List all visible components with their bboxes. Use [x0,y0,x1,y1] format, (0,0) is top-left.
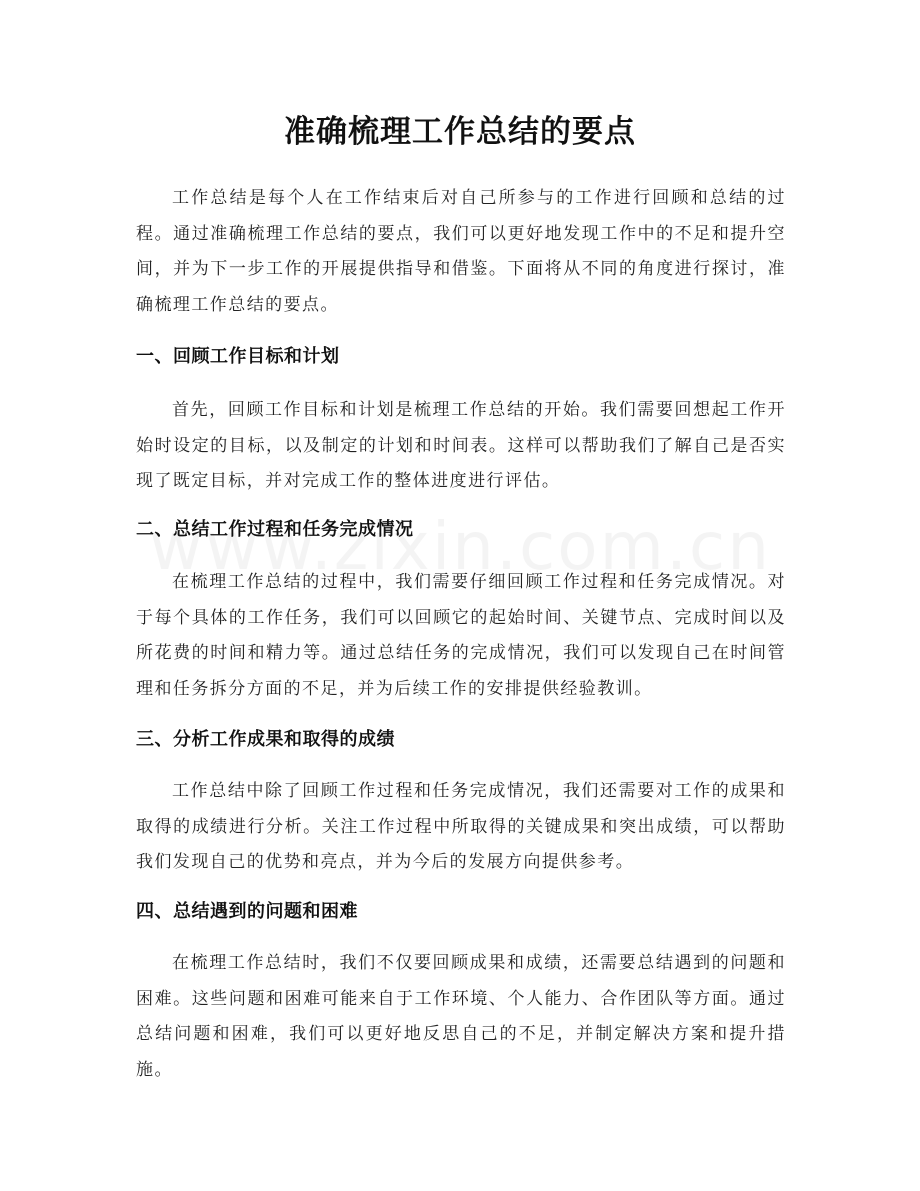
section-3-paragraph: 工作总结中除了回顾工作过程和任务完成情况，我们还需要对工作的成果和取得的成绩进行分析。关注工作过程中所取得的关键成果和突出成绩，可以帮助我们发现自己的优势和亮点，并为今后的发展方向提供参考。 [136,781,786,873]
section-4-heading: 四、总结遇到的问题和困难 [136,901,358,922]
document-title: 准确梳理工作总结的要点 [284,114,636,150]
section-2-paragraph: 在梳理工作总结的过程中，我们需要仔细回顾工作过程和任务完成情况。对于每个具体的工作任务，我们可以回顾它的起始时间、关键节点、完成时间以及所花费的时间和精力等。通过总结任务的完成情况，我们可以发现自己在时间管理和任务拆分方面的不足，并为后续工作的安排提供经验教训。 [136,572,786,699]
section-2-heading: 二、总结工作过程和任务完成情况 [136,519,414,540]
section-3-heading: 三、分析工作成果和取得的成绩 [136,729,395,750]
section-1-paragraph: 首先，回顾工作目标和计划是梳理工作总结的开始。我们需要回想起工作开始时设定的目标，以及制定的计划和时间表。这样可以帮助我们了解自己是否实现了既定目标，并对完成工作的整体进度进行评估。 [136,400,786,492]
section-1-heading: 一、回顾工作目标和计划 [136,346,340,367]
intro-paragraph: 工作总结是每个人在工作结束后对自己所参与的工作进行回顾和总结的过程。通过准确梳理工作总结的要点，我们可以更好地发现工作中的不足和提升空间，并为下一步工作的开展提供指导和借鉴。下面将从不同的角度进行探讨，准确梳理工作总结的要点。 [136,188,786,315]
section-4-paragraph: 在梳理工作总结时，我们不仅要回顾成果和成绩，还需要总结遇到的问题和困难。这些问题和困难可能来自于工作环境、个人能力、合作团队等方面。通过总结问题和困难，我们可以更好地反思自己的不足，并制定解决方案和提升措施。 [136,953,786,1080]
